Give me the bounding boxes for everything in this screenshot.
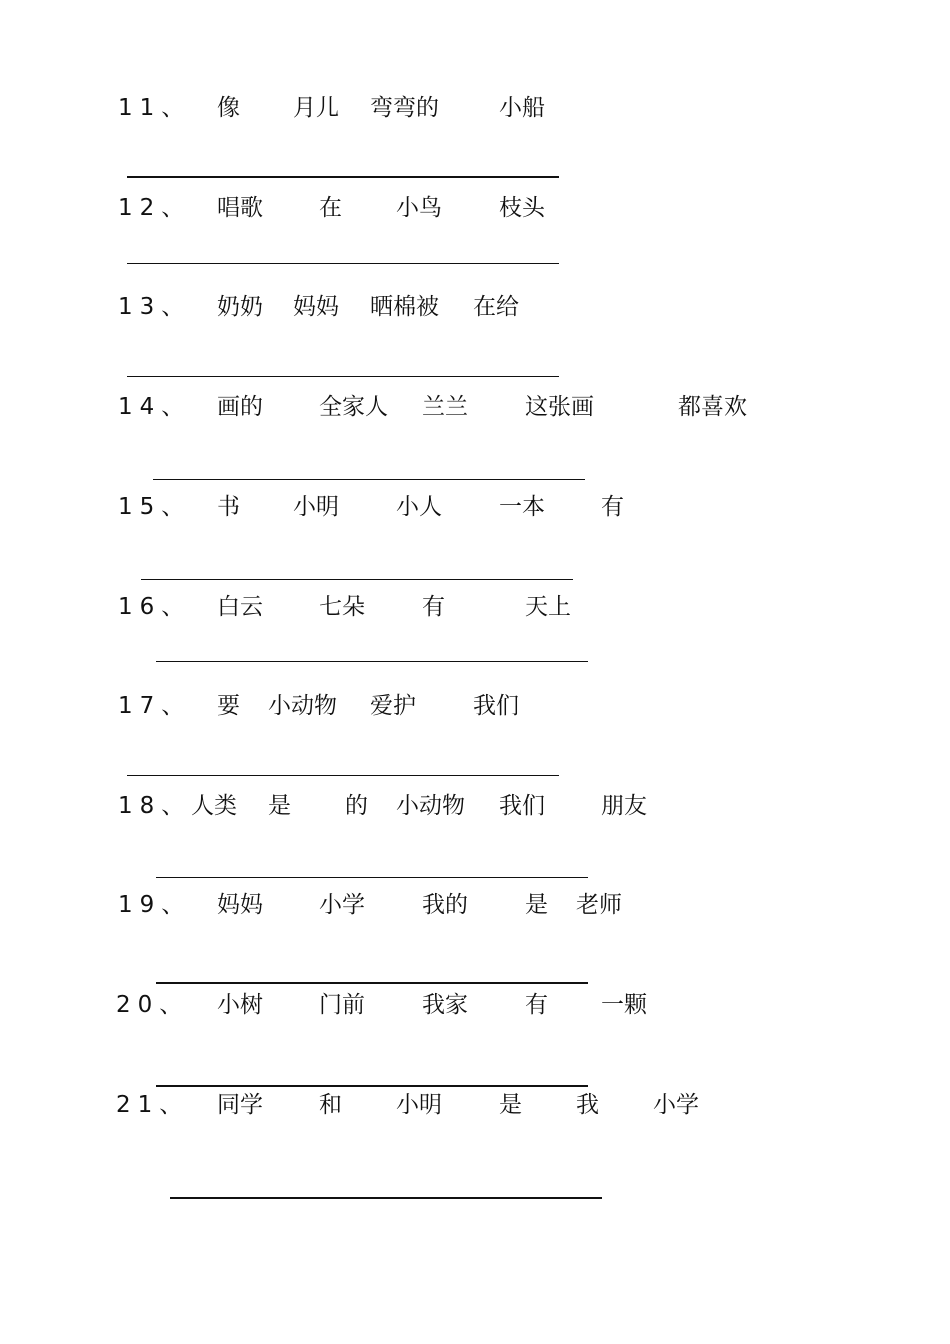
answer-line[interactable] bbox=[156, 877, 588, 878]
word-card: 小明 bbox=[293, 494, 339, 520]
word-card: 弯弯的 bbox=[370, 95, 439, 121]
word-card: 朋友 bbox=[601, 793, 647, 819]
answer-line[interactable] bbox=[170, 1197, 602, 1199]
word-card: 小学 bbox=[653, 1092, 699, 1118]
answer-line[interactable] bbox=[141, 579, 573, 580]
answer-line[interactable] bbox=[127, 376, 559, 377]
word-card: 奶奶 bbox=[217, 294, 263, 320]
word-card: 小鸟 bbox=[396, 195, 442, 221]
word-card: 要 bbox=[217, 693, 240, 719]
word-card: 有 bbox=[525, 992, 548, 1018]
word-card: 书 bbox=[217, 494, 240, 520]
word-card: 的 bbox=[345, 793, 368, 819]
answer-line[interactable] bbox=[156, 982, 588, 984]
word-card: 妈妈 bbox=[217, 892, 263, 918]
exercise-number: 17、 bbox=[118, 693, 192, 719]
word-card: 在给 bbox=[473, 294, 519, 320]
word-card: 天上 bbox=[525, 594, 571, 620]
word-card: 我的 bbox=[422, 892, 468, 918]
word-card: 是 bbox=[499, 1092, 522, 1118]
word-card: 人类 bbox=[191, 793, 237, 819]
word-card: 我们 bbox=[473, 693, 519, 719]
word-card: 枝头 bbox=[499, 195, 545, 221]
word-card: 画的 bbox=[217, 394, 263, 420]
word-card: 小树 bbox=[217, 992, 263, 1018]
exercise-number: 11、 bbox=[118, 95, 192, 121]
word-card: 我 bbox=[576, 1092, 599, 1118]
word-card: 都喜欢 bbox=[678, 394, 747, 420]
word-card: 妈妈 bbox=[293, 294, 339, 320]
exercise-number: 21、 bbox=[116, 1092, 190, 1118]
word-card: 是 bbox=[268, 793, 291, 819]
word-card: 我们 bbox=[499, 793, 545, 819]
word-card: 月儿 bbox=[293, 95, 339, 121]
word-card: 有 bbox=[601, 494, 624, 520]
word-card: 七朵 bbox=[319, 594, 365, 620]
exercise-number: 19、 bbox=[118, 892, 192, 918]
word-card: 是 bbox=[525, 892, 548, 918]
exercise-number: 16、 bbox=[118, 594, 192, 620]
exercise-number: 15、 bbox=[118, 494, 192, 520]
word-card: 我家 bbox=[422, 992, 468, 1018]
exercise-number: 12、 bbox=[118, 195, 192, 221]
word-card: 有 bbox=[422, 594, 445, 620]
word-card: 全家人 bbox=[319, 394, 388, 420]
answer-line[interactable] bbox=[156, 1085, 588, 1087]
word-card: 白云 bbox=[217, 594, 263, 620]
word-card: 小人 bbox=[396, 494, 442, 520]
word-card: 小学 bbox=[319, 892, 365, 918]
word-card: 老师 bbox=[576, 892, 622, 918]
word-card: 小动物 bbox=[396, 793, 465, 819]
answer-line[interactable] bbox=[127, 263, 559, 264]
word-card: 这张画 bbox=[525, 394, 594, 420]
word-card: 一颗 bbox=[601, 992, 647, 1018]
word-card: 唱歌 bbox=[217, 195, 263, 221]
exercise-number: 14、 bbox=[118, 394, 192, 420]
word-card: 在 bbox=[319, 195, 342, 221]
answer-line[interactable] bbox=[156, 661, 588, 662]
word-card: 同学 bbox=[217, 1092, 263, 1118]
word-card: 一本 bbox=[499, 494, 545, 520]
word-card: 门前 bbox=[319, 992, 365, 1018]
word-card: 小明 bbox=[396, 1092, 442, 1118]
answer-line[interactable] bbox=[127, 775, 559, 776]
word-card: 兰兰 bbox=[422, 394, 468, 420]
answer-line[interactable] bbox=[127, 176, 559, 178]
exercise-number: 18、 bbox=[118, 793, 192, 819]
exercise-number: 13、 bbox=[118, 294, 192, 320]
word-card: 像 bbox=[217, 95, 240, 121]
exercise-number: 20、 bbox=[116, 992, 190, 1018]
word-card: 和 bbox=[319, 1092, 342, 1118]
answer-line[interactable] bbox=[153, 479, 585, 480]
word-card: 小船 bbox=[499, 95, 545, 121]
word-card: 晒棉被 bbox=[370, 294, 439, 320]
word-card: 爱护 bbox=[370, 693, 416, 719]
word-card: 小动物 bbox=[268, 693, 337, 719]
